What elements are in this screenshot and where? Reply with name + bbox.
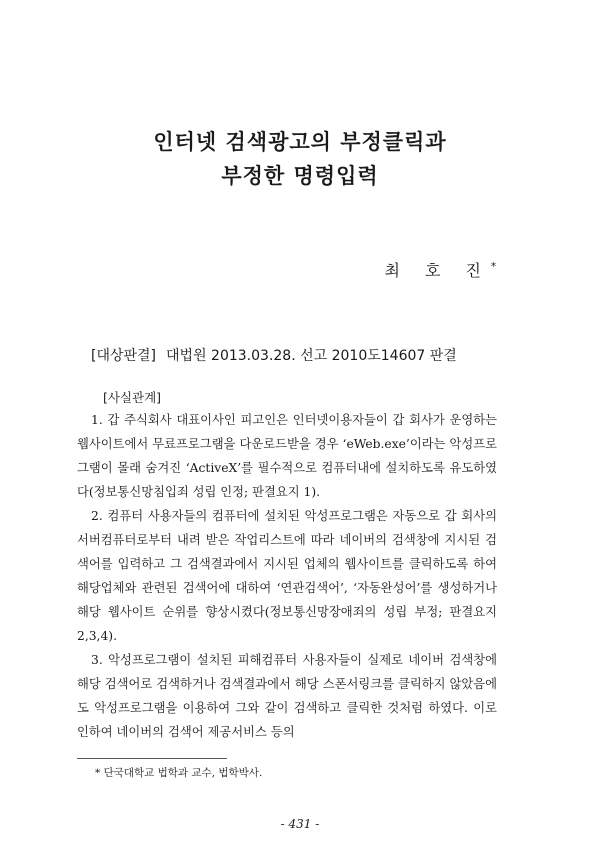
footnote: * 단국대학교 법학과 교수, 법학박사. bbox=[95, 767, 263, 779]
footnote-divider bbox=[77, 758, 227, 759]
body-text bbox=[77, 408, 497, 744]
paragraph: 1. 갑 주식회사 대표이사인 피고인은 인터넷이용자들이 갑 회사가 운영하는 웹사이트에서 무료프로그램을 다운로드받을 경우 ‘eWeb.exe’이라는 악성프로그램이 몰래 숨겨진 ‘ActiveX’를 필수적으로 컴퓨터내에 설치하도록 유도하였다(정보통신망침입죄 성립 인정; 판결요지 1). bbox=[77, 413, 497, 499]
target-case bbox=[91, 345, 457, 365]
page-number: - 431 - bbox=[280, 817, 320, 831]
author bbox=[384, 258, 496, 281]
paragraph: 2. 컴퓨터 사용자들의 컴퓨터에 설치된 악성프로그램은 자동으로 갑 회사의 서버컴퓨터로부터 내려 받은 작업리스트에 따라 네이버의 검색창에 지시된 검색어를 입력하고 그 검색결과에서 지시된 업체의 웹사이트를 클릭하도록 하여 해당업체와 관련된 검색어에 대하여 ‘연관검색어’, ‘자동완성어’를 생성하거나 해당 웹사이트 순위를 향상시켰다(정보통신망장애죄의 성립 부정; 판결요지 2,3,4). bbox=[77, 509, 497, 643]
section-heading: [사실관계] bbox=[103, 390, 162, 405]
title-line-1: 인터넷 검색광고의 부정클릭과 bbox=[153, 129, 447, 154]
paragraph: 3. 악성프로그램이 설치된 피해컴퓨터 사용자들이 실제로 네이버 검색창에 해당 검색어로 검색하거나 검색결과에서 해당 스폰서링크를 클릭하지 않았음에도 악성프로그램을 이용하여 그와 같이 검색하고 클릭한 것처럼 하였다. 이로 인하여 네이버의 검색어 제공서비스 등의 bbox=[77, 653, 497, 739]
author-footnote-mark: * bbox=[491, 261, 496, 273]
title-line-2: 부정한 명령입력 bbox=[221, 163, 379, 188]
author-name: 최 호 진 bbox=[384, 261, 491, 280]
case-label: [대상판결] bbox=[91, 348, 157, 364]
case-citation: 대법원 2013.03.28. 선고 2010도14607 판결 bbox=[166, 348, 457, 364]
